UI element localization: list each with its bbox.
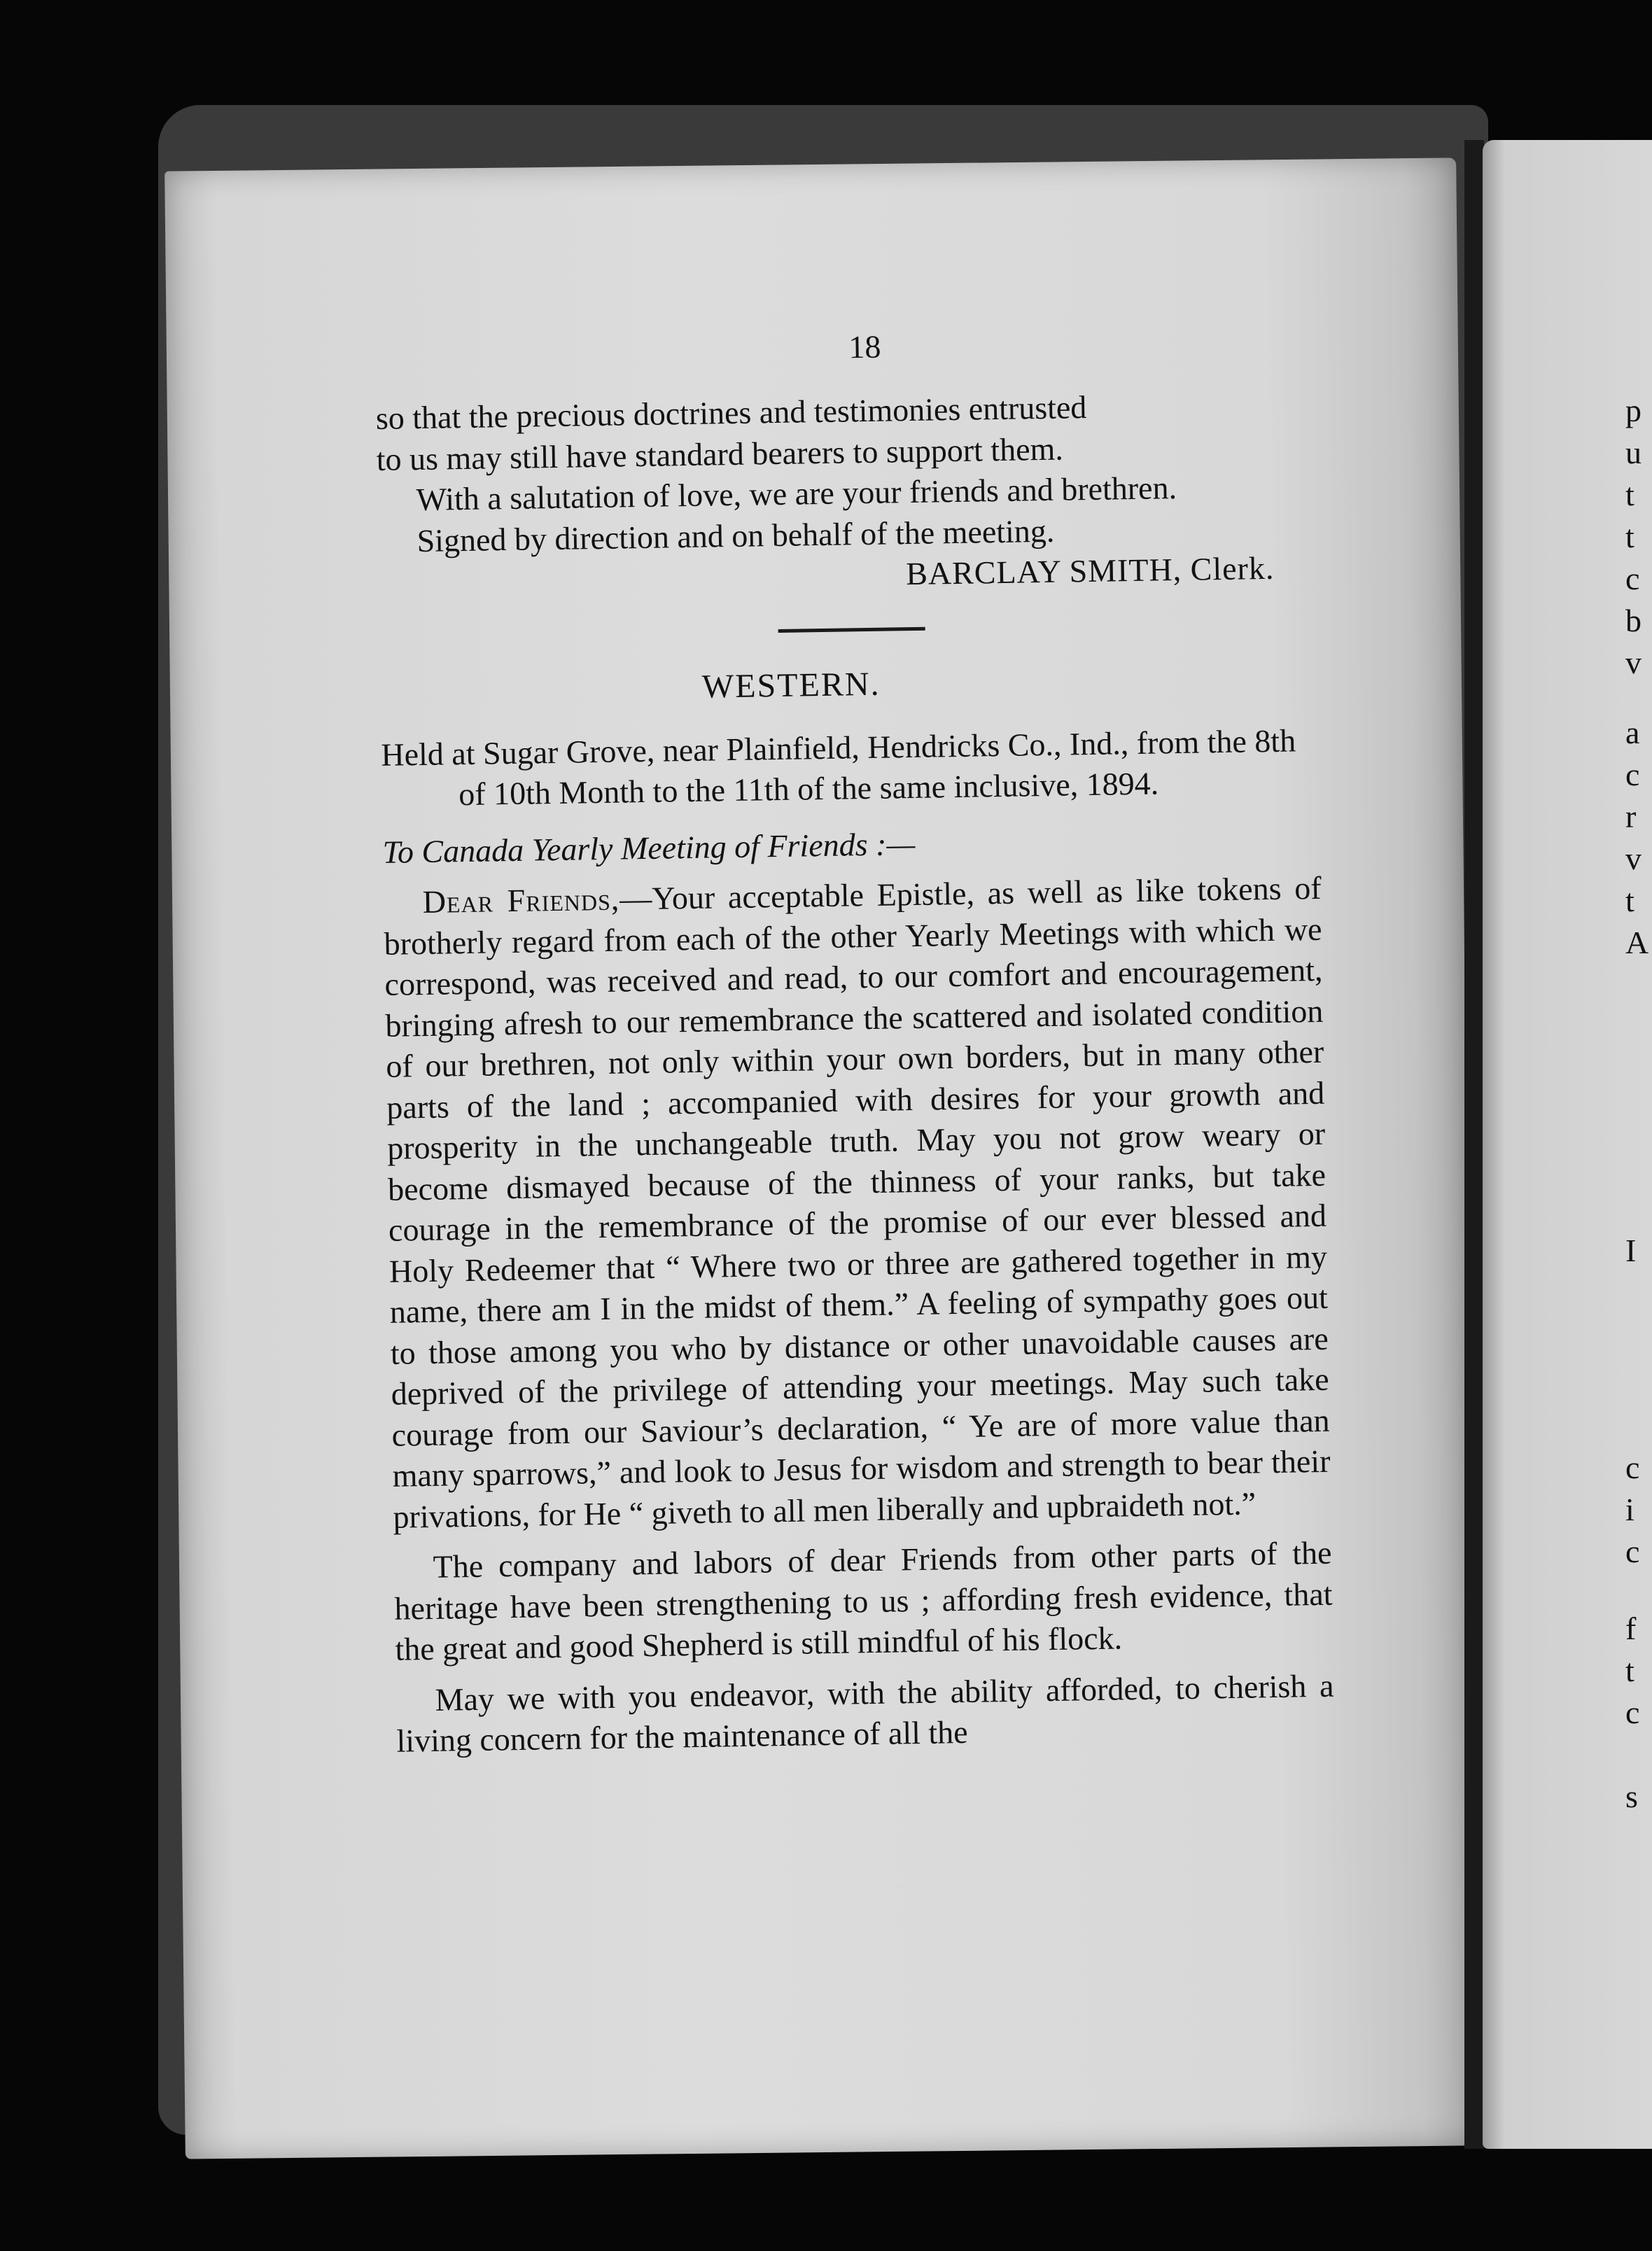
epistle-paragraph-3: May we with you endeavor, with the ability afforded, to cherish a living concern for the maintenance of all the: [396, 1667, 1334, 1759]
right-page-letter: I: [1625, 1233, 1637, 1268]
right-page-letter: c: [1625, 561, 1640, 596]
epistle-paragraph-1: [383, 868, 1331, 1538]
page-text: [374, 321, 1335, 1762]
clerk-signature: BARCLAY SMITH, Clerk.: [905, 549, 1275, 592]
right-page-letter: u: [1625, 435, 1642, 470]
right-page-letter: f: [1625, 1611, 1637, 1646]
right-page-letter: p: [1625, 393, 1642, 428]
right-page-letter: s: [1625, 1779, 1638, 1814]
right-page-letter: v: [1625, 841, 1642, 876]
right-page-letter: i: [1625, 1492, 1634, 1527]
right-page-letter: a: [1625, 715, 1640, 750]
section-heading: WESTERN.: [701, 665, 881, 706]
signed-by-line: Signed by direction and on behalf of the meeting.: [416, 512, 1055, 559]
book-gutter: [1464, 140, 1484, 2149]
right-page-letter: c: [1625, 1695, 1640, 1730]
epistle-address: To Canada Yearly Meeting of Friends :—: [382, 825, 916, 870]
right-page-letter: b: [1625, 603, 1642, 638]
right-page-letter: c: [1625, 1450, 1640, 1485]
paragraph-1-text: —Your acceptable Epistle, as well as like tokens of brotherly regard from each of the other Yearly Meetings with which we correspond, was received and read, to our comfort and encouragement, bringing afresh to our remembrance the scattered and isolated condition of our brethren, not only within your own borders, but in many other parts of the land ; accompanied with desires for your growth and prosperity in the unchangeable truth. May you not grow weary or become dismayed because of the thinness of your ranks, but take courage in the remembrance of the promise of our ever blessed and Holy Redeemer that “ Where two or three are gathered together in my name, there am I in the midst of them.” A feeling of sympathy goes out to those among you who by distance or other unavoidable causes are deprived of the privilege of attending your meetings. May such take courage from our Saviour’s declaration, “ Ye are of more value than many sparrows,” and look to Jesus for wisdom and strength to bear their privations, for He “ giveth to all men liberally and upbraideth not.”: [384, 869, 1331, 1535]
right-page-letter: v: [1625, 645, 1642, 680]
right-page-letter: r: [1625, 799, 1637, 834]
continuation-line: so that the precious doctrines and testimonies entrusted: [375, 389, 1087, 436]
right-page-letter: c: [1625, 757, 1640, 792]
section-divider: [778, 626, 925, 632]
greeting: Dear Friends,: [422, 881, 620, 920]
meeting-location: Held at Sugar Grove, near Plainfield, Hendricks Co., Ind., from the 8th of 10th Month to the 11th of the same inclusive, 1894.: [380, 722, 1296, 813]
right-page-letter: t: [1625, 519, 1634, 554]
closing-line: With a salutation of love, we are your friends and brethren.: [416, 470, 1177, 518]
right-page-letter: A: [1625, 925, 1649, 960]
right-page-letter: t: [1625, 883, 1634, 918]
epistle-paragraph-2: The company and labors of dear Friends from other parts of the heritage have been strengthening to us ; affording fresh evidence, that the great and good Shepherd is still mindful of his flock.: [394, 1534, 1333, 1667]
right-page-letter: t: [1625, 1653, 1634, 1688]
right-page-letter: c: [1625, 1534, 1640, 1569]
page-number: 18: [848, 328, 881, 365]
continuation-line: to us may still have standard bearers to support them.: [376, 430, 1064, 477]
right-page-letter: t: [1625, 477, 1634, 512]
